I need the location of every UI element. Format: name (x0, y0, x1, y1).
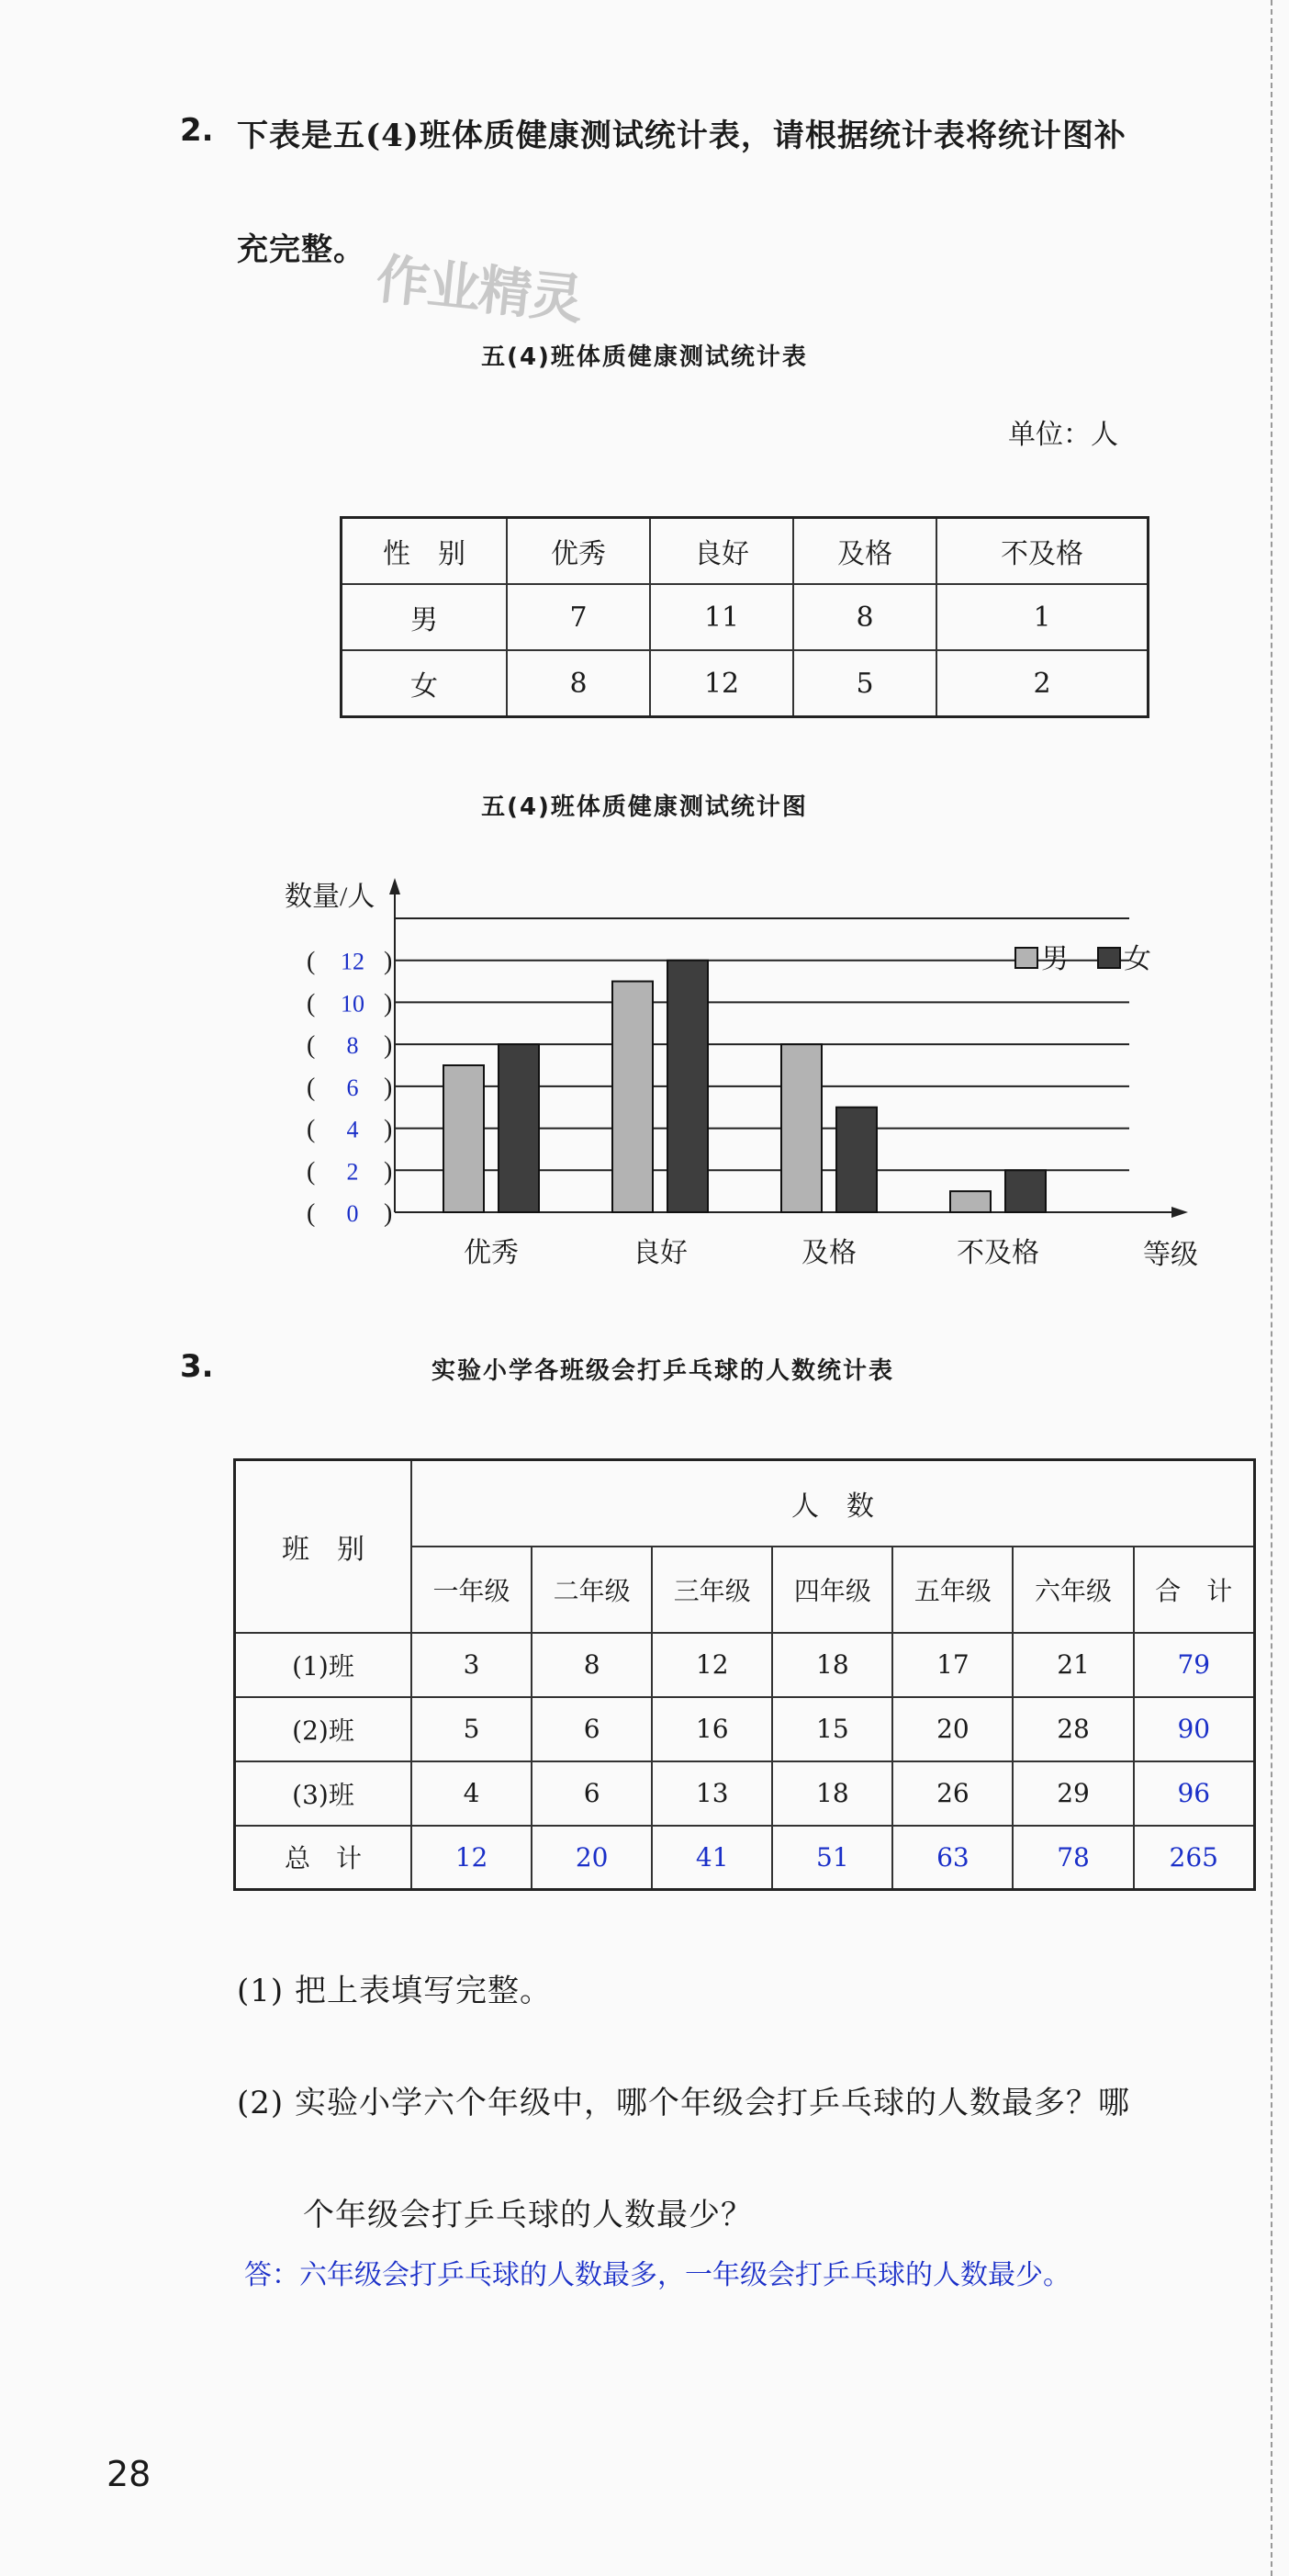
x-axis-arrow (1171, 1207, 1188, 1218)
legend-label: 男 (1041, 944, 1069, 974)
watermark-logo: 作业精灵 (373, 247, 585, 332)
table-header-cell: 合 计 (1134, 1547, 1255, 1633)
table-cell: 6 (532, 1697, 652, 1761)
q2-chart-title: 五(4)班体质健康测试统计图 (481, 793, 808, 821)
answer-cell: 265 (1134, 1826, 1255, 1890)
sub-question-1: (1) 把上表填写完整。 (237, 1973, 552, 2009)
table-cell: 4 (411, 1761, 532, 1826)
table-cell: 1 (936, 584, 1148, 650)
table-row (235, 1697, 1255, 1761)
table-header-cell: 性 别 (342, 518, 508, 585)
table-cell: 12 (652, 1633, 772, 1697)
table-cell: 12 (650, 650, 793, 717)
table-header-cell: 三年级 (652, 1547, 772, 1633)
bar-男 (443, 1065, 484, 1212)
table-cell: 11 (650, 584, 793, 650)
table-cell: 5 (411, 1697, 532, 1761)
question-2-text-line1: 下表是五(4)班体质健康测试统计表，请根据统计表将统计图补 (237, 118, 1126, 154)
sub-question-2-line1: (2) 实验小学六个年级中，哪个年级会打乒乓球的人数最多？哪 (237, 2085, 1130, 2121)
bar-女 (836, 1108, 877, 1212)
table-header-cell: 人 数 (411, 1460, 1255, 1547)
table-cell: 15 (772, 1697, 892, 1761)
table-cell: 17 (892, 1633, 1013, 1697)
x-tick-label: 优秀 (464, 1238, 519, 1268)
table-header-cell: 六年级 (1013, 1547, 1133, 1633)
answer-cell: 41 (652, 1826, 772, 1890)
table-header-cell: 及格 (793, 518, 936, 585)
y-tick-paren-close: ) (384, 1073, 393, 1102)
table-cell: 21 (1013, 1633, 1133, 1697)
answer-cell: 90 (1134, 1697, 1255, 1761)
table-cell: (1)班 (235, 1633, 412, 1697)
y-axis-arrow (389, 878, 400, 894)
table-row (235, 1761, 1255, 1826)
table-header-cell: 四年级 (772, 1547, 892, 1633)
bar-女 (499, 1044, 539, 1212)
table-header-cell: 良好 (650, 518, 793, 585)
x-axis-label: 等级 (1143, 1240, 1198, 1270)
question-3-number: 3. (180, 1348, 214, 1385)
bar-chart (257, 872, 1249, 1295)
answer-cell: 79 (1134, 1633, 1255, 1697)
bar-女 (1005, 1170, 1046, 1212)
table-cell: (3)班 (235, 1761, 412, 1826)
table-header-row (342, 518, 1149, 585)
y-tick-paren-close: ) (384, 1115, 393, 1144)
answer-cell: 12 (411, 1826, 532, 1890)
q3-table-title: 实验小学各班级会打乒乓球的人数统计表 (431, 1357, 894, 1385)
table-cell: 18 (772, 1761, 892, 1826)
legend-swatch (1015, 948, 1037, 968)
bar-女 (667, 961, 708, 1212)
table-header-cell: 班 别 (235, 1460, 412, 1633)
y-tick-paren-close: ) (384, 1157, 393, 1187)
y-tick-paren-open: ( (307, 1031, 316, 1061)
table-cell: 18 (772, 1633, 892, 1697)
bar-男 (612, 982, 653, 1212)
x-tick-label: 不及格 (957, 1238, 1039, 1268)
x-tick-label: 及格 (801, 1238, 857, 1268)
table-header-cell: 一年级 (411, 1547, 532, 1633)
q2-table-unit: 单位：人 (1008, 419, 1118, 451)
page-fold-line (1271, 0, 1272, 2576)
answer-cell: 78 (1013, 1826, 1133, 1890)
y-axis-label: 数量/人 (285, 882, 375, 912)
answer-cell: 96 (1134, 1761, 1255, 1826)
total-row (235, 1826, 1255, 1890)
y-tick-paren-open: ( (307, 1157, 316, 1187)
legend-swatch (1098, 948, 1120, 968)
y-tick-label: 4 (346, 1116, 359, 1143)
table-cell: 13 (652, 1761, 772, 1826)
x-tick-label: 良好 (633, 1238, 688, 1268)
question-2-number: 2. (180, 112, 214, 149)
table-cell: 5 (793, 650, 936, 717)
y-tick-paren-open: ( (307, 1199, 316, 1228)
y-tick-label: 0 (346, 1200, 359, 1227)
table-cell: 8 (507, 650, 650, 717)
answer-text: 答：六年级会打乒乓球的人数最多，一年级会打乒乓球的人数最少。 (244, 2259, 1070, 2291)
q2-table (340, 516, 1149, 718)
table-cell: 女 (342, 650, 508, 717)
sub-question-2-line2: 个年级会打乒乓球的人数最少？ (303, 2197, 753, 2233)
table-cell: 7 (507, 584, 650, 650)
table-cell: 8 (532, 1633, 652, 1697)
y-tick-paren-close: ) (384, 989, 393, 1018)
table-cell: (2)班 (235, 1697, 412, 1761)
table-cell: 29 (1013, 1761, 1133, 1826)
answer-cell: 51 (772, 1826, 892, 1890)
table-cell: 6 (532, 1761, 652, 1826)
table-row (235, 1633, 1255, 1697)
table-header-cell: 优秀 (507, 518, 650, 585)
question-2-text-line2: 充完整。 (237, 231, 365, 268)
table-header-cell: 二年级 (532, 1547, 652, 1633)
y-tick-label: 10 (341, 990, 364, 1018)
y-tick-paren-close: ) (384, 1031, 393, 1061)
table-cell: 男 (342, 584, 508, 650)
q3-table (233, 1458, 1256, 1891)
y-tick-paren-open: ( (307, 1073, 316, 1102)
table-cell: 20 (892, 1697, 1013, 1761)
table-header-cell: 五年级 (892, 1547, 1013, 1633)
table-cell: 3 (411, 1633, 532, 1697)
y-tick-label: 2 (346, 1158, 359, 1186)
table-cell: 26 (892, 1761, 1013, 1826)
y-tick-paren-open: ( (307, 989, 316, 1018)
legend-label: 女 (1124, 944, 1151, 974)
y-tick-paren-open: ( (307, 1115, 316, 1144)
table-cell: 2 (936, 650, 1148, 717)
table-cell: 总 计 (235, 1826, 412, 1890)
table-header-cell: 不及格 (936, 518, 1148, 585)
y-tick-label: 8 (346, 1032, 359, 1060)
y-tick-label: 6 (346, 1074, 359, 1101)
bar-男 (950, 1191, 991, 1212)
answer-cell: 20 (532, 1826, 652, 1890)
answer-cell: 63 (892, 1826, 1013, 1890)
y-tick-paren-open: ( (307, 947, 316, 976)
table-cell: 28 (1013, 1697, 1133, 1761)
y-tick-label: 12 (341, 948, 364, 975)
y-tick-paren-close: ) (384, 947, 393, 976)
table-row (342, 650, 1149, 717)
table-cell: 16 (652, 1697, 772, 1761)
bar-男 (781, 1044, 822, 1212)
q2-table-title: 五(4)班体质健康测试统计表 (481, 343, 808, 371)
table-row (342, 584, 1149, 650)
y-tick-paren-close: ) (384, 1199, 393, 1228)
page-number: 28 (106, 2454, 151, 2494)
table-cell: 8 (793, 584, 936, 650)
